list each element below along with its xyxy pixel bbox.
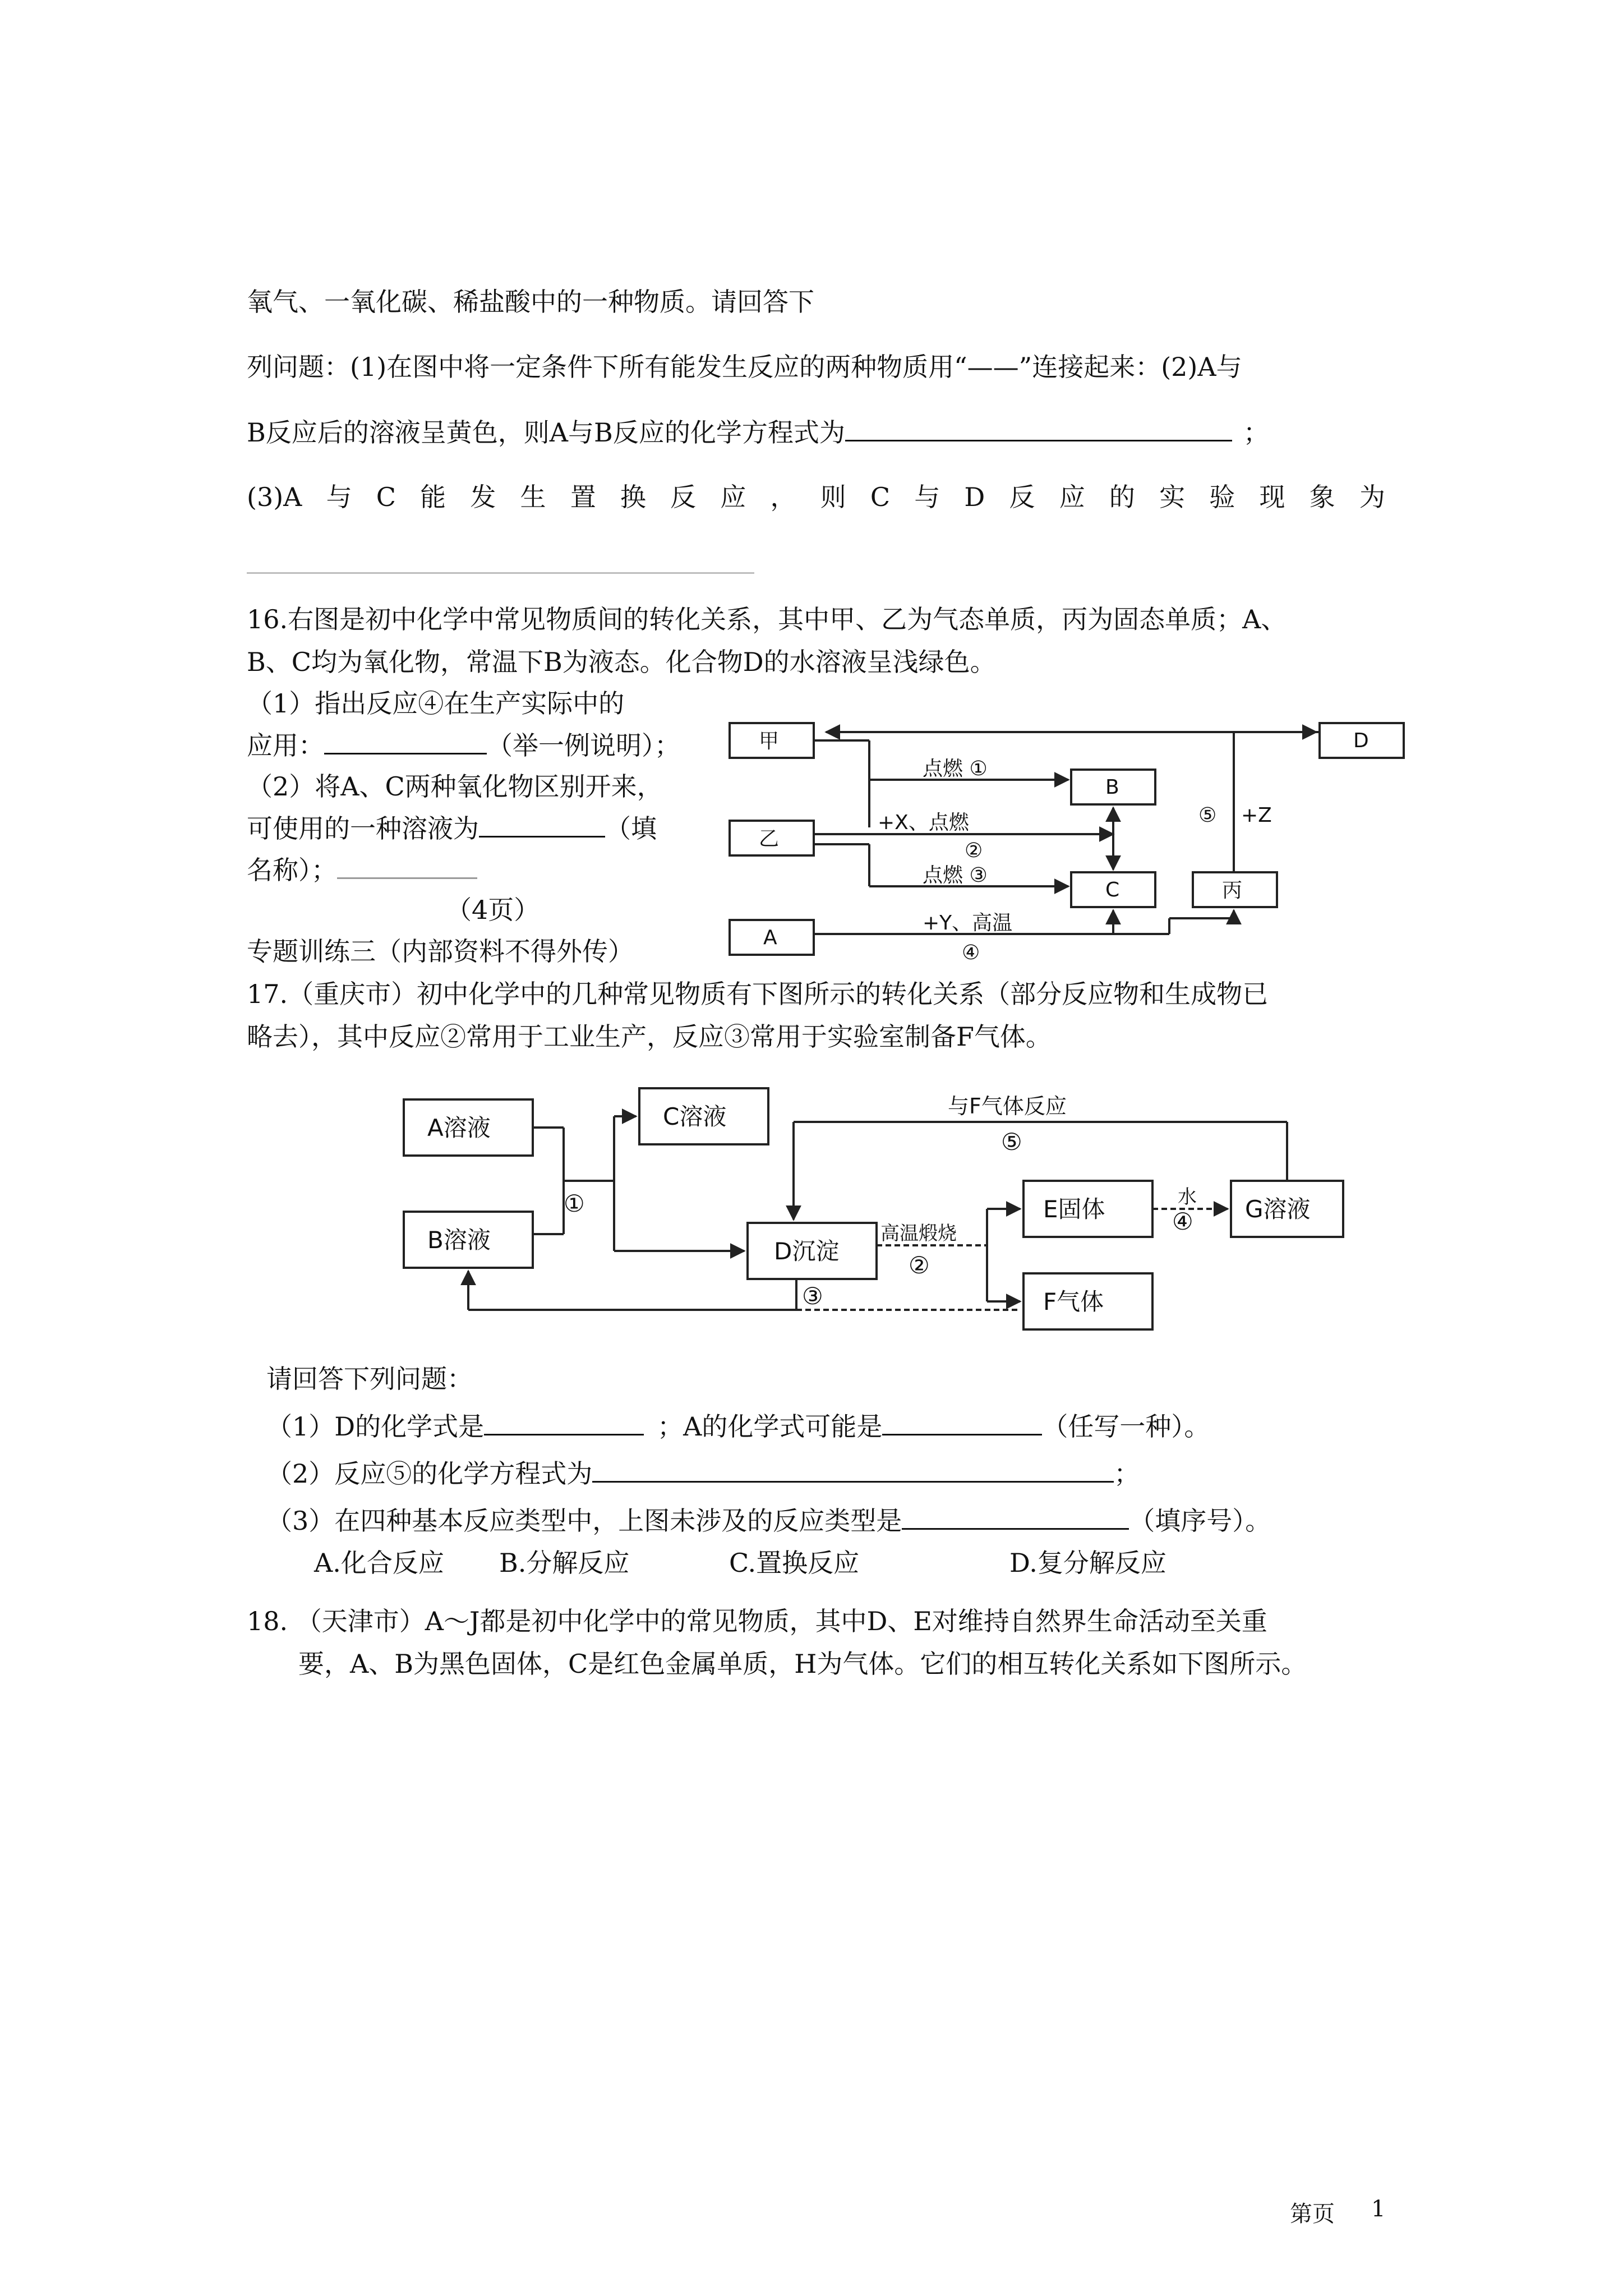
label-C-solution: C溶液 [663,1103,727,1130]
q15-token: 象 [1309,482,1335,512]
label-A: A [763,926,777,949]
q17-sub3-b: （填序号）。 [1129,1506,1271,1536]
q15-token: 的 [1109,482,1135,512]
footer-page-label: 第页 [1290,2201,1335,2227]
q16-sub2b-pre: 可使用的一种溶液为 [247,813,479,844]
answer-blank[interactable] [882,1409,1042,1435]
footer-page-number: 1 [1371,2196,1386,2222]
answer-blank[interactable] [479,811,605,838]
label-B-solution: B溶液 [427,1226,491,1254]
q16-sub1b [247,728,680,762]
q15-token: 实 [1159,482,1186,512]
q16-sub2c [247,853,477,887]
label-F-gas: F气体 [1043,1288,1104,1315]
q17-diagram [393,1083,1357,1346]
q16-sub1b-post: （举一例说明）； [487,730,680,761]
q16-page-note: （4页） [446,895,540,925]
answer-blank[interactable] [845,415,1232,441]
q15-line1: 氧气、一氧化碳、稀盐酸中的一种物质。请回答下 [247,287,814,317]
answer-blank[interactable] [592,1456,1114,1483]
q15-token: 置 [570,482,596,512]
q16-special: 专题训练三（内部资料不得外传） [247,936,634,967]
label-bing: 丙 [1222,879,1243,902]
q15-token: 应 [1059,482,1085,512]
q15-token: 反 [670,482,697,512]
label-r4a: +Y、高温 [923,912,1013,935]
label-r3: 点燃 ③ [923,864,988,887]
label-yi: 乙 [759,827,780,850]
q15-token: 为 [1359,482,1385,512]
q17-line1: 17.（重庆市）初中化学中的几种常见物质有下图所示的转化关系（部分反应物和生成物已 [247,979,1269,1009]
q15-line3-text: B反应后的溶液呈黄色，则A与B反应的化学方程式为 [247,417,845,448]
q15-token: 生 [520,482,546,512]
label-r5: ⑤ [1198,804,1217,827]
label-r4a: 水 [1178,1186,1197,1208]
q17-sub1 [266,1409,1210,1443]
label-r2a: 高温煅烧 [880,1222,957,1245]
label-B: B [1105,776,1119,799]
q16-sub2c-text: 名称）； [247,855,337,885]
label-r1: ① [564,1190,585,1217]
q17-sub2-b: ； [1114,1458,1140,1489]
label-E-solid: E固体 [1043,1195,1105,1223]
q16-sub1b-pre: 应用： [247,730,324,761]
q15-token: 应 [720,482,746,512]
q17-sub2 [266,1456,1140,1490]
label-r5b: ⑤ [1001,1128,1022,1156]
q17-ask: 请回答下列问题： [266,1364,473,1394]
answer-blank[interactable] [337,853,477,879]
q15-token: C [376,482,396,512]
label-r5a: 与F气体反应 [948,1094,1067,1119]
answer-line[interactable] [247,572,754,574]
option-a[interactable]: A.化合反应 [314,1548,444,1578]
q15-token: C [870,482,891,512]
q16-sub2b-post: （填 [605,813,657,844]
option-c[interactable]: C.置换反应 [729,1548,860,1578]
answer-blank[interactable] [902,1503,1129,1530]
label-r2b: ② [909,1251,930,1279]
label-D-precipitate: D沉淀 [774,1237,840,1265]
label-rz: +Z [1241,804,1272,827]
q15-line3-end: ； [1243,417,1269,448]
label-r4b: ④ [962,941,980,964]
q17-sub1-b: ；A的化学式可能是 [657,1411,883,1442]
q16-sub2a: （2）将A、C两种氧化物区别开来， [247,771,663,802]
q16-sub1a: （1）指出反应④在生产实际中的 [247,688,625,719]
q17-line2: 略去），其中反应②常用于工业生产，反应③常用于实验室制备F气体。 [247,1022,1052,1052]
q15-token: 反 [1009,482,1035,512]
label-r3: ③ [802,1282,823,1310]
q15-token: 验 [1209,482,1235,512]
q17-sub1-c: （任写一种）。 [1042,1411,1210,1442]
q15-token: (3)A [247,482,302,512]
q16-line1: 16.右图是初中化学中常见物质间的转化关系，其中甲、乙为气态单质，丙为固态单质；A、 [247,604,1287,634]
q15-token: 与 [914,482,940,512]
q15-line3 [247,415,1269,449]
label-r4b: ④ [1172,1208,1193,1235]
q15-token: 能 [420,482,446,512]
label-D: D [1353,729,1369,752]
q16-sub2b [247,811,657,845]
q15-token: 现 [1259,482,1285,512]
q16-diagram [726,710,1416,968]
q17-sub3-a: （3）在四种基本反应类型中，上图未涉及的反应类型是 [266,1506,902,1536]
q18-line2: 要，A、B为黑色固体，C是红色金属单质，H为气体。它们的相互转化关系如下图所示。 [298,1649,1307,1679]
q15-line2: 列问题：(1)在图中将一定条件下所有能发生反应的两种物质用“——”连接起来：(2)A与 [247,352,1242,382]
q15-token: D [964,482,985,512]
q15-token: 发 [470,482,496,512]
q15-token: 换 [620,482,646,512]
label-r2a: +X、点燃 [878,811,969,834]
answer-blank[interactable] [484,1409,644,1435]
label-r1: 点燃 ① [923,757,988,780]
q17-sub3 [266,1503,1271,1538]
option-b[interactable]: B.分解反应 [499,1548,630,1578]
option-d[interactable]: D.复分解反应 [1009,1548,1166,1578]
q17-sub1-a: （1）D的化学式是 [266,1411,485,1442]
q15-token: 与 [326,482,352,512]
q17-options [314,1546,1166,1580]
q17-sub2-a: （2）反应⑤的化学方程式为 [266,1458,593,1489]
answer-blank[interactable] [324,728,487,754]
q18-line1: 18. （天津市）A～J都是初中化学中的常见物质，其中D、E对维持自然界生命活动至关重 [247,1606,1267,1636]
label-A-solution: A溶液 [427,1114,491,1142]
label-jia: 甲 [759,730,780,753]
q15-line4 [247,480,1385,514]
label-C: C [1105,878,1120,901]
q15-token: 则 [820,482,846,512]
label-G-solution: G溶液 [1245,1195,1311,1223]
label-r2b: ② [965,839,983,862]
q15-token: ， [770,482,796,512]
q16-line2: B、C均为氧化物，常温下B为液态。化合物D的水溶液呈浅绿色。 [247,647,996,677]
